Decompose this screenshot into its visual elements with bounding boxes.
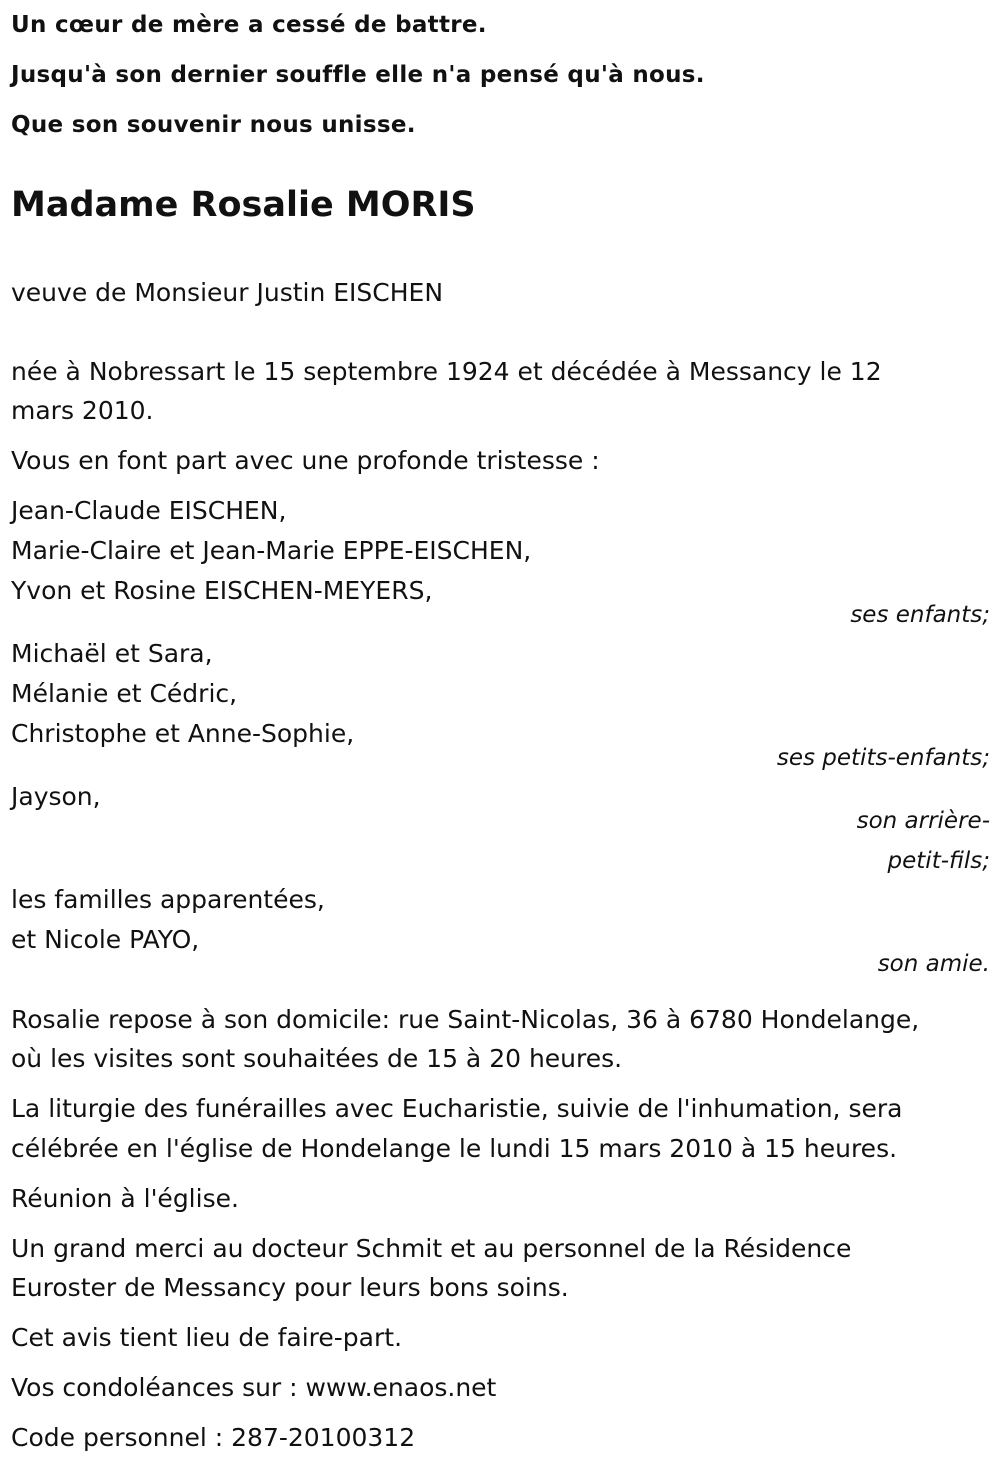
child-name: Yvon et Rosine EISCHEN-MEYERS, <box>11 576 433 605</box>
announcement-text: Vous en font part avec une profonde tristesse : <box>11 446 600 475</box>
grandchild-name: Michaël et Sara, <box>11 639 213 668</box>
relative-name: et Nicole PAYO, <box>11 925 200 954</box>
child-name: Marie-Claire et Jean-Marie EPPE-EISCHEN, <box>11 536 532 565</box>
visitation-line-2: où les visites sont souhaitées de 15 à 20 heures. <box>11 1044 623 1073</box>
intro-line-2: Jusqu'à son dernier souffle elle n'a pensé qu'à nous. <box>11 62 705 88</box>
deceased-name: Madame Rosalie MORIS <box>11 185 476 225</box>
great-grandchild-role-line-1: son arrière- <box>856 808 990 834</box>
intro-line-3: Que son souvenir nous unisse. <box>11 112 416 138</box>
child-name: Jean-Claude EISCHEN, <box>11 496 287 525</box>
liturgy-line-1: La liturgie des funérailles avec Eucharistie, suivie de l'inhumation, sera <box>11 1094 903 1123</box>
thanks-line-1: Un grand merci au docteur Schmit et au personnel de la Résidence <box>11 1234 852 1263</box>
grandchild-name: Mélanie et Cédric, <box>11 679 238 708</box>
grandchild-name: Christophe et Anne-Sophie, <box>11 719 355 748</box>
intro-line-1: Un cœur de mère a cessé de battre. <box>11 12 487 38</box>
meeting-text: Réunion à l'église. <box>11 1184 239 1213</box>
personal-code-text: Code personnel : 287-20100312 <box>11 1423 416 1452</box>
great-grandchild-name: Jayson, <box>11 782 101 811</box>
liturgy-line-2: célébrée en l'église de Hondelange le lundi 15 mars 2010 à 15 heures. <box>11 1134 898 1163</box>
grandchildren-role: ses petits-enfants; <box>776 745 990 771</box>
thanks-line-2: Euroster de Messancy pour leurs bons soins. <box>11 1273 569 1302</box>
birth-death-line-1: née à Nobressart le 15 septembre 1924 et décédée à Messancy le 12 <box>11 357 882 386</box>
condolences-text: Vos condoléances sur : www.enaos.net <box>11 1373 497 1402</box>
notice-text: Cet avis tient lieu de faire-part. <box>11 1323 403 1352</box>
birth-death-line-2: mars 2010. <box>11 396 154 425</box>
widow-of-text: veuve de Monsieur Justin EISCHEN <box>11 278 444 307</box>
great-grandchild-role-line-2: petit-fils; <box>887 848 990 874</box>
children-role: ses enfants; <box>850 602 990 628</box>
friend-role: son amie. <box>877 951 990 977</box>
relative-name: les familles apparentées, <box>11 885 325 914</box>
visitation-line-1: Rosalie repose à son domicile: rue Saint-Nicolas, 36 à 6780 Hondelange, <box>11 1005 920 1034</box>
